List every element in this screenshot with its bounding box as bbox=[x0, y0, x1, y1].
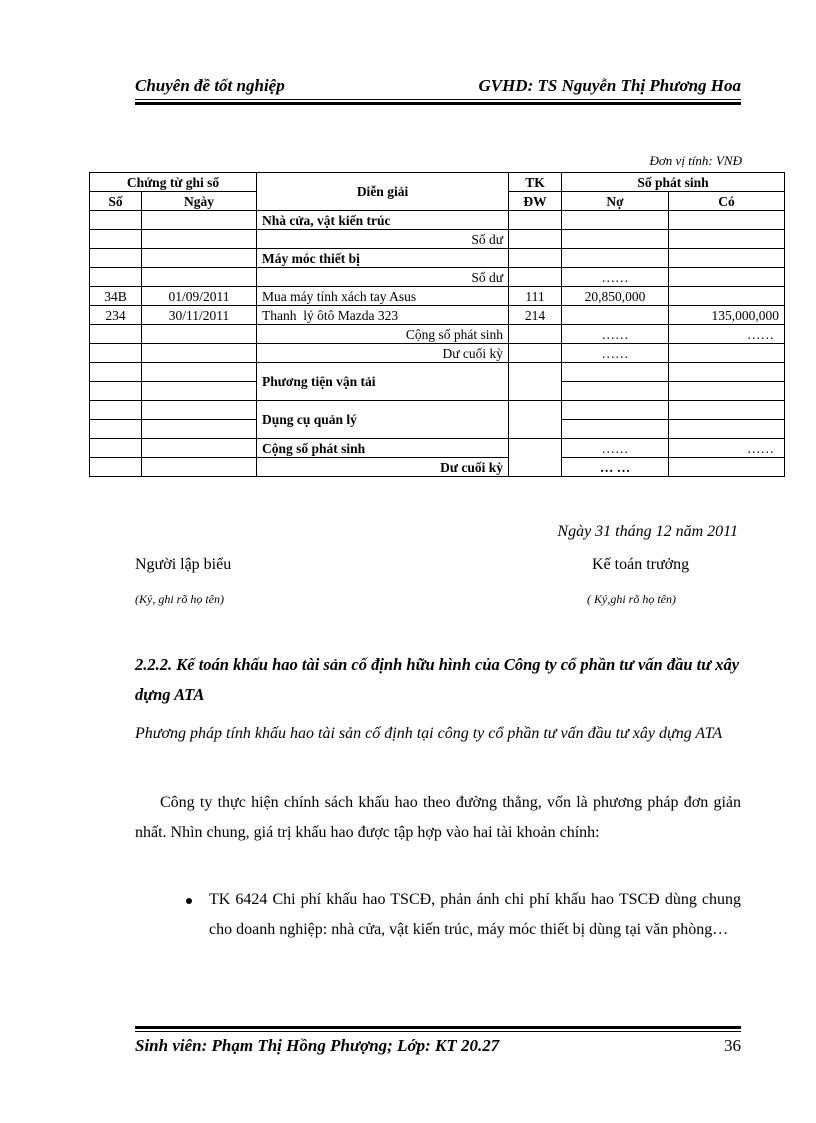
du-cuoi-ky-total-no: … … bbox=[562, 458, 669, 477]
table-header-row bbox=[90, 173, 785, 192]
header-rule-thick bbox=[135, 102, 741, 105]
so-du-label: Số dư bbox=[257, 268, 509, 287]
page-header bbox=[135, 76, 741, 102]
cong-ps-total-no: …… bbox=[562, 439, 669, 458]
group-dung-cu: Dụng cụ quản lý bbox=[257, 401, 509, 439]
header-tk: TK bbox=[509, 173, 562, 192]
footer-rule-thick bbox=[135, 1026, 741, 1029]
table-row bbox=[90, 230, 785, 249]
table-row bbox=[90, 325, 785, 344]
page-number: 36 bbox=[724, 1036, 741, 1055]
table-row bbox=[90, 439, 785, 458]
header-co: Có bbox=[669, 192, 785, 211]
ledger-table bbox=[89, 172, 785, 477]
table-row bbox=[90, 306, 785, 325]
cell-co bbox=[669, 287, 785, 306]
header-dw: ĐW bbox=[509, 192, 562, 211]
header-rule bbox=[135, 99, 741, 100]
bullet-text: TK 6424 Chi phí khấu hao TSCĐ, phản ánh chi phí khấu hao TSCĐ dùng chung cho doanh nghiệp: nhà cửa, vật kiến trúc, máy móc thiết bị dùng tại văn phòng… bbox=[209, 891, 741, 938]
so-du-no-value: …… bbox=[562, 268, 669, 287]
du-cuoi-ky-no: …… bbox=[562, 344, 669, 363]
chief-accountant-sign-note: ( Ký,ghi rõ họ tên) bbox=[587, 592, 676, 606]
cell-tk: 111 bbox=[509, 287, 562, 306]
cell-no: 20,850,000 bbox=[562, 287, 669, 306]
section-heading: 2.2.2. Kế toán khấu hao tài sản cố định hữu hình của Công ty cổ phần tư vấn đầu tư xây dựng ATA bbox=[135, 655, 740, 704]
footer-rule bbox=[135, 1031, 741, 1032]
cell-no bbox=[562, 306, 669, 325]
header-dien-giai: Diễn giải bbox=[257, 173, 509, 211]
page-footer bbox=[135, 1026, 741, 1066]
du-cuoi-ky-total-label: Dư cuối kỳ bbox=[257, 458, 509, 477]
table-row bbox=[90, 249, 785, 268]
table-row bbox=[90, 401, 785, 420]
header-so-phat-sinh: Số phát sinh bbox=[562, 173, 785, 192]
preparer-sign-note: (Ký, ghi rõ họ tên) bbox=[135, 592, 224, 606]
table-row bbox=[90, 363, 785, 382]
table-row bbox=[90, 268, 785, 287]
cong-ps-co: …… bbox=[669, 325, 785, 344]
cong-ps-total-co: …… bbox=[669, 439, 785, 458]
table-row bbox=[90, 458, 785, 477]
cell-ngay: 30/11/2011 bbox=[142, 306, 257, 325]
group-phuong-tien: Phương tiện vận tải bbox=[257, 363, 509, 401]
cell-so: 234 bbox=[90, 306, 142, 325]
currency-unit: Đơn vị tính: VNĐ bbox=[649, 153, 742, 168]
cell-co: 135,000,000 bbox=[669, 306, 785, 325]
signing-date: Ngày 31 tháng 12 năm 2011 bbox=[557, 523, 738, 540]
cell-tk: 214 bbox=[509, 306, 562, 325]
so-du-label: Số dư bbox=[257, 230, 509, 249]
table-row bbox=[90, 287, 785, 306]
preparer-title: Người lập biểu bbox=[135, 556, 232, 573]
table-row bbox=[90, 344, 785, 363]
body-paragraph: Công ty thực hiện chính sách khấu hao theo đường thẳng, vốn là phương pháp đơn giản nhất. Nhìn chung, giá trị khấu hao được tập hợp vào hai tài khoản chính: bbox=[135, 794, 741, 841]
group-may-moc: Máy móc thiết bị bbox=[257, 249, 509, 268]
cell-ngay: 01/09/2011 bbox=[142, 287, 257, 306]
header-no: Nợ bbox=[562, 192, 669, 211]
table-row bbox=[90, 211, 785, 230]
group-nha-cua: Nhà cửa, vật kiến trúc bbox=[257, 211, 509, 230]
header-ngay: Ngày bbox=[142, 192, 257, 211]
cell-dien-giai: Thanh lý ôtô Mazda 323 bbox=[257, 306, 509, 325]
cong-so-phat-sinh-total-label: Cộng số phát sinh bbox=[257, 439, 509, 458]
chief-accountant-title: Kế toán trưởng bbox=[592, 556, 690, 573]
bullet-item bbox=[185, 885, 741, 945]
du-cuoi-ky-label: Dư cuối kỳ bbox=[257, 344, 509, 363]
cong-ps-no: …… bbox=[562, 325, 669, 344]
cell-so: 34B bbox=[90, 287, 142, 306]
header-advisor: GVHD: TS Nguyễn Thị Phương Hoa bbox=[478, 76, 741, 95]
cong-so-phat-sinh-label: Cộng số phát sinh bbox=[257, 325, 509, 344]
subsection-heading: Phương pháp tính khấu hao tài sản cố định tại công ty cổ phần tư vấn đầu tư xây dựng ATA bbox=[135, 725, 723, 742]
header-thesis-title: Chuyên đề tốt nghiệp bbox=[135, 76, 285, 95]
header-chung-tu: Chứng từ ghi sổ bbox=[90, 173, 257, 192]
cell-dien-giai: Mua máy tính xách tay Asus bbox=[257, 287, 509, 306]
footer-student: Sinh viên: Phạm Thị Hồng Phượng; Lớp: KT 20.27 bbox=[135, 1036, 500, 1055]
header-so: Số bbox=[90, 192, 142, 211]
